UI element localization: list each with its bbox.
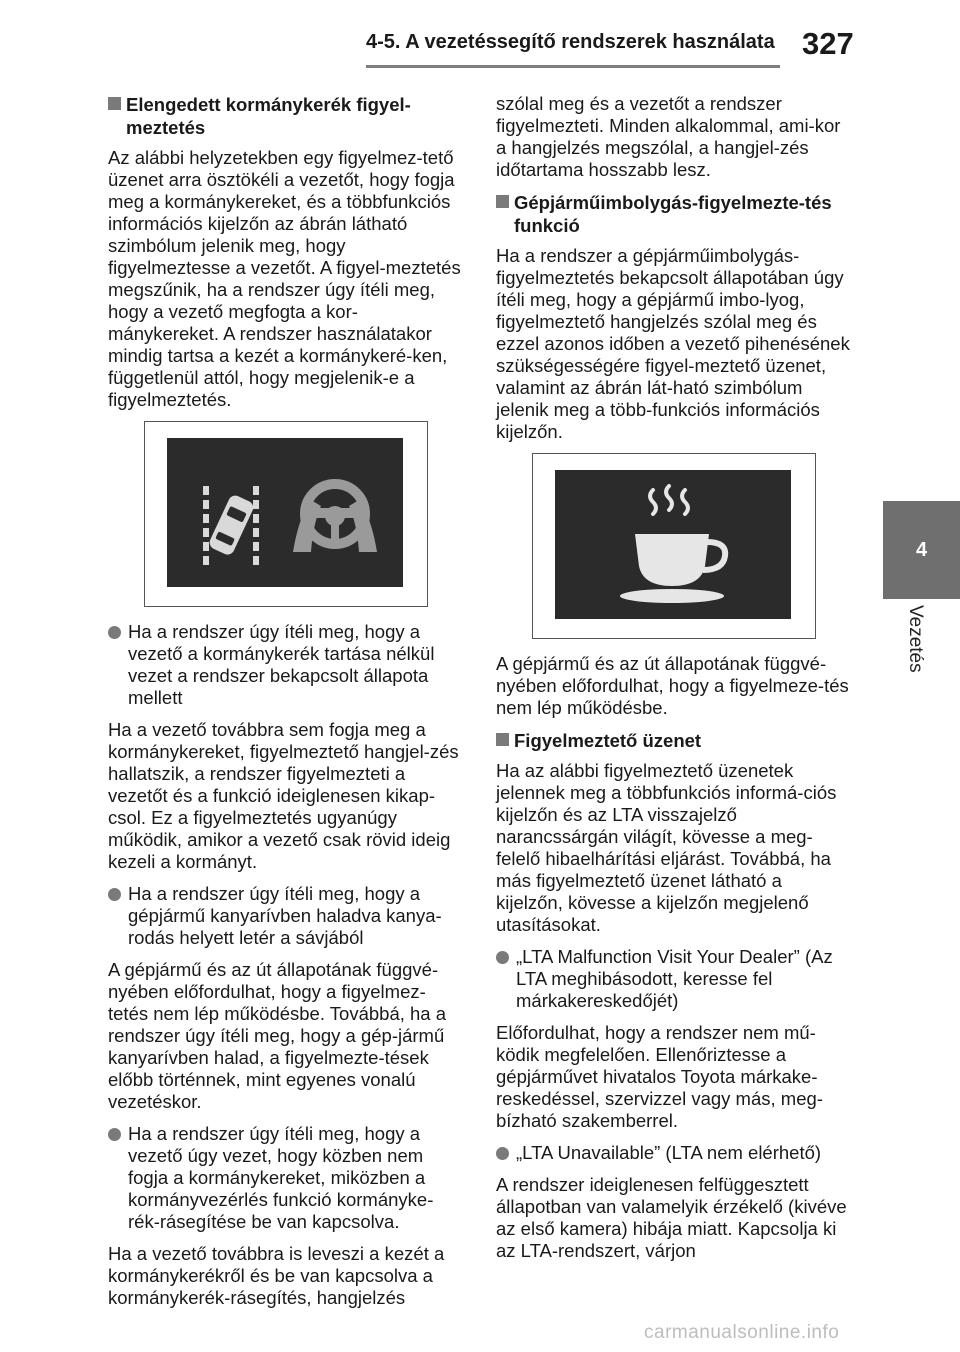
round-bullet-icon: [108, 1128, 121, 1141]
round-bullet-icon: [108, 626, 121, 639]
square-bullet-icon: [108, 97, 121, 110]
paragraph: Ha a vezető továbbra sem fogja meg a kormánykereket, figyelmeztető hangjel-zés hallatszik, a rendszer figyelmezteti a vezetőt és a funkció ideiglenesen kikap-csol. Ez a figyelmeztetés ugyanúgy működik, amikor a vezető csak rövid ideig kezeli a kormányt.: [108, 719, 459, 872]
display-screen: [555, 470, 791, 619]
bullet-item: Ha a rendszer úgy ítéli meg, hogy a gépjármű kanyarívben haladva kanya-rodás helyett letér a sávjából: [108, 883, 464, 949]
page-number: 327: [802, 26, 854, 61]
round-bullet-icon: [496, 951, 509, 964]
round-bullet-icon: [496, 1147, 509, 1160]
paragraph: Az alábbi helyzetekben egy figyelmez-tető üzenet arra ösztökéli a vezetőt, hogy fogja meg a kormánykereket, és a többfunkciós információs kijelzőn az ábrán látható szimbólum jelenik meg, hogy figyelmeztesse a vezetőt. A figyel-meztetés megszűnik, ha a rendszer úgy ítéli meg, hogy a vezető megfogta a kor-mánykereket. A rendszer használatakor mindig tartsa a kezét a kormánykeré-ken, függetlenül attól, hogy megjelenik-e a figyelmeztetés.: [108, 147, 461, 410]
section-heading: Figyelmeztető üzenet: [496, 729, 852, 752]
paragraph: A gépjármű és az út állapotának függvé-nyében előfordulhat, hogy a figyelmeze-tés nem lép működésbe.: [496, 653, 849, 718]
bullet-item: Ha a rendszer úgy ítéli meg, hogy a vezető a kormánykerék tartása nélkül vezet a rendszer bekapcsolt állapota mellett: [108, 621, 464, 709]
paragraph: Ha a vezető továbbra is leveszi a kezét a kormánykerékről és be van kapcsolva a kormánykerék-rásegítés, hangjelzés: [108, 1243, 445, 1308]
left-column: [108, 93, 464, 1319]
watermark[interactable]: carmanualsonline.info: [644, 1322, 840, 1343]
square-bullet-icon: [496, 733, 509, 746]
hands-on-wheel-icon: [285, 466, 385, 566]
paragraph: Ha a rendszer a gépjárműimbolygás-figyelmeztetés bekapcsolt állapotában úgy ítéli meg, hogy a gépjármű imbo-lyog, figyelmeztető hangjelzés szólal meg és ezzel azonos időben a vezető pihenésének szükségességére figyel-meztető üzenet, valamint az ábrán lát-ható szimbólum jelenik meg a több-funkciós információs kijelzőn.: [496, 245, 850, 442]
paragraph: Előfordulhat, hogy a rendszer nem mű-ködik megfelelően. Ellenőriztesse a gépjárművet hivatalos Toyota márkake-reskedéssel, szervizzel vagy más, meg-bízható szakemberrel.: [496, 1022, 823, 1131]
paragraph: Ha az alábbi figyelmeztető üzenetek jelennek meg a többfunkciós informá-ciós kijelzőn és az LTA visszajelző narancssárgán világít, kövesse a meg-felelő hibaelhárítási eljárást. Továbbá, ha más figyelmeztető üzenet látható a kijelzőn, kövesse a kijelzőn megjelenő utasításokat.: [496, 760, 837, 935]
bullet-item: „LTA Unavailable” (LTA nem elérhető): [496, 1142, 852, 1164]
figure-steering-warning: [144, 421, 428, 607]
paragraph: A rendszer ideiglenesen felfüggesztett állapotban van valamelyik érzékelő (kivéve az első kamera) hibája miatt. Kapcsolja ki az LTA-rendszert, várjon: [496, 1174, 847, 1261]
square-bullet-icon: [496, 195, 509, 208]
right-column: [496, 93, 852, 1272]
chapter-number: 4: [915, 538, 928, 561]
round-bullet-icon: [108, 888, 121, 901]
bullet-item: Ha a rendszer úgy ítéli meg, hogy a vezető úgy vezet, hogy közben nem fogja a kormánykereket, miközben a kormányvezérlés funkció kormányke-rék-rásegítése be van kapcsolva.: [108, 1123, 464, 1233]
section-title: 4-5. A vezetéssegítő rendszerek használata: [366, 31, 780, 68]
chapter-tab[interactable]: [883, 501, 960, 599]
bullet-item: „LTA Malfunction Visit Your Dealer” (Az LTA meghibásodott, keresse fel márkakereskedőjét): [496, 946, 852, 1012]
paragraph: szólal meg és a vezetőt a rendszer figyelmezteti. Minden alkalommal, ami-kor a hangjelzés megszólal, a hangjel-zés időtartama hosszabb lesz.: [496, 93, 841, 180]
figure-coffee-warning: [532, 453, 816, 639]
page-header: [0, 0, 960, 78]
paragraph: A gépjármű és az út állapotának függvé-nyében előfordulhat, hogy a figyelmez-tetés nem lép működésbe. Továbbá, ha a rendszer úgy ítéli meg, hogy a gép-jármű kanyarívben halad, a figyelmezte-tések előbb történnek, mint egyenes vonalú vezetéskor.: [108, 959, 447, 1112]
section-heading: Gépjárműimbolygás-figyelmezte-tés funkció: [496, 191, 852, 237]
display-screen: [167, 438, 403, 587]
section-heading: Elengedett kormánykerék figyel-meztetés: [108, 93, 464, 139]
coffee-cup-icon: [555, 470, 791, 619]
chapter-label: Vezetés: [905, 605, 926, 673]
